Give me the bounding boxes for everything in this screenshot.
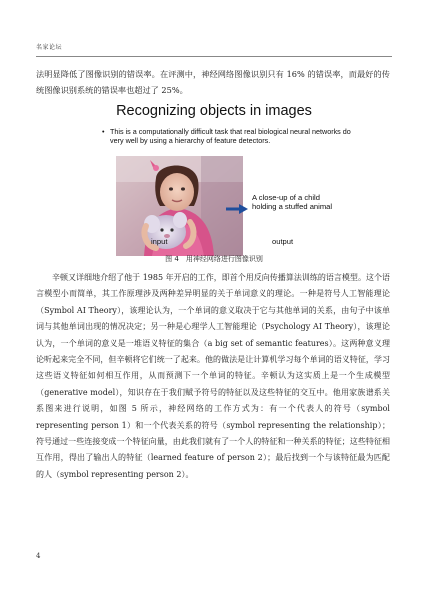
output-label: output <box>272 237 294 246</box>
header-divider <box>36 56 392 57</box>
page-number: 4 <box>36 552 41 560</box>
child-photo-image <box>116 156 243 256</box>
intro-paragraph: 法明显降低了图像识别的错误率。在评测中，神经网络图像识别只有 16% 的错误率，而最好的传统图像识别系统的错误率也超过了 25%。 <box>36 69 390 95</box>
figure-bullet-point <box>102 127 360 145</box>
figure-4 <box>36 96 392 270</box>
input-label: input <box>151 237 168 246</box>
figure-bullet-text: This is a computationally difficult task that real biological neural networks do very well by using a hierarchy of feature detectors. <box>110 127 351 145</box>
figure-caption: 图 4 用神经网络进行图像识别 <box>165 255 263 263</box>
running-header: 名家论坛 <box>36 44 63 51</box>
photo-caption-output: A close-up of a child holding a stuffed animal <box>252 193 333 212</box>
body-paragraph: 辛顿又详细地介绍了他于 1985 年开启的工作，即首个用反向传播算法训练的语言模型。这个语言模型小而简单，其工作原理涉及两种差异明显的关于单词意义的理论。一种是符号人工智能理论（Symbol AI Theory），该理论认为，一个单词的意义取决于它与其他单词的关系，由句子中该单词与其他单词出现的情况决定；另一种是心理学人工智能理论（Psychology AI Theory），该理论认为，一个单词的意义是一堆语义特征的集合（a big set of semantic features）。这两种意义理论听起来完全不同，但辛顿将它们统一了起来。他的做法是让计算机学习每个单词的语义特征，学习这些语义特征如何相互作用，从而预测下一个单词的特征。辛顿认为这实质上是一个生成模型（generative model），知识存在于我们赋予符号的特征以及这些特征的交互中。他用家族谱系关系图来进行说明，如图 5 所示，神经网络的工作方式为：有一个代表人的符号（symbol representing person 1）和一个代表关系的符号（symbol representing the relationship）；符号通过一些连接变成一个特征向量，由此我们就有了一个人的特征和一种关系的特征；这些特征相互作用，得出了输出人的特征（learned feature of person 2）；最后找到一个与该特征最为匹配的人（symbol representing person 2）。 <box>36 273 390 479</box>
figure-title: Recognizing objects in images <box>116 103 312 119</box>
right-arrow-icon <box>226 204 248 214</box>
bullet-dot-icon: • <box>102 127 105 136</box>
